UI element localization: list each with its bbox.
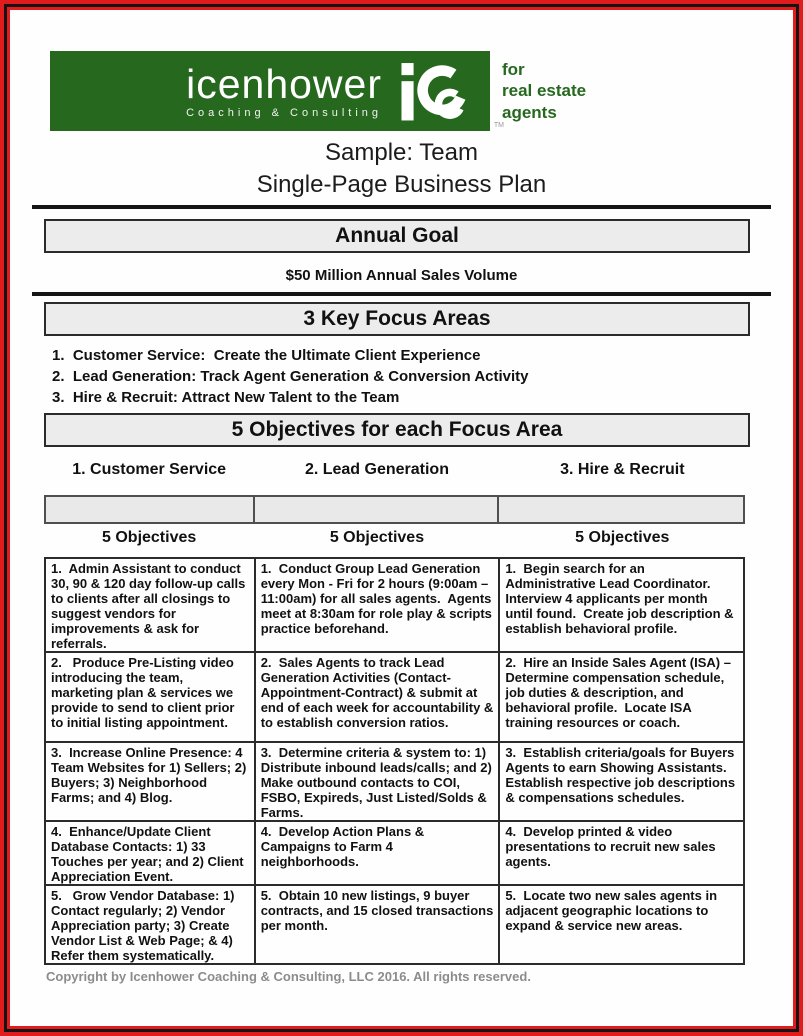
blank-cell — [499, 497, 743, 522]
logo-wordmark — [186, 60, 382, 119]
objectives-heading: 5 Objectives for each Focus Area — [44, 413, 750, 447]
subheader-5-objectives: 5 Objectives — [575, 529, 670, 546]
column-header-customer-service: 1. Customer Service — [72, 461, 227, 478]
objectives-subheaders — [44, 529, 745, 547]
objective-cell: 1. Admin Assistant to conduct 30, 90 & 120 day follow-up calls to clients after all closings to suggest vendors for improvements & ask for referrals. — [45, 558, 255, 652]
objective-cell: 4. Develop Action Plans & Campaigns to Farm 4 neighborhoods. — [255, 821, 500, 885]
focus-areas-list — [52, 345, 775, 408]
objective-cell: 4. Develop printed & video presentations to recruit new sales agents. — [499, 821, 744, 885]
logo-header — [50, 51, 775, 131]
objective-cell: 2. Produce Pre-Listing video introducing the team, marketing plan & services we provide to send to client prior to initial listing appointment. — [45, 652, 255, 742]
table-row — [45, 885, 744, 964]
objective-cell: 3. Establish criteria/goals for Buyers Agents to earn Showing Assistants. Establish respective job descriptions & compensations schedules. — [499, 742, 744, 821]
column-header-lead-generation: 2. Lead Generation — [304, 461, 449, 478]
logo-tagline — [502, 59, 586, 123]
focus-areas-heading: 3 Key Focus Areas — [44, 302, 750, 336]
icc-monogram-icon — [394, 57, 480, 125]
objective-cell: 3. Determine criteria & system to: 1) Distribute inbound leads/calls; and 2) Make outbound contacts to COI, FSBO, Expireds, Just Listed/Solds & Farms. — [255, 742, 500, 821]
objective-cell: 5. Locate two new sales agents in adjacent geographic locations to expand & service new areas. — [499, 885, 744, 964]
objective-cell: 4. Enhance/Update Client Database Contacts: 1) 33 Touches per year; and 2) Client Appreciation Event. — [45, 821, 255, 885]
objective-cell: 3. Increase Online Presence: 4 Team Websites for 1) Sellers; 2) Buyers; 3) Neighborhood Farms; and 4) Blog. — [45, 742, 255, 821]
annual-goal-value: $50 Million Annual Sales Volume — [285, 267, 518, 284]
page-content — [10, 10, 793, 1026]
title-line-1: Sample: Team — [325, 139, 478, 166]
page-border-black — [4, 4, 799, 1032]
subheader-5-objectives: 5 Objectives — [329, 529, 425, 546]
annual-goal-heading: Annual Goal — [44, 219, 750, 253]
objective-cell: 1. Conduct Group Lead Generation every Mon - Fri for 2 hours (9:00am – 11:00am) for all sales agents. Agents meet at 8:30am for role play & scripts practice beforehand. — [255, 558, 500, 652]
focus-area-item: 3. Hire & Recruit: Attract New Talent to the Team — [52, 389, 400, 406]
objective-cell: 5. Obtain 10 new listings, 9 buyer contracts, and 15 closed transactions per month. — [255, 885, 500, 964]
table-row — [45, 821, 744, 885]
objective-cell: 2. Hire an Inside Sales Agent (ISA) – Determine compensation schedule, job duties & description, and behavioral profile. Locate ISA training resources or coach. — [499, 652, 744, 742]
trademark-symbol: TM — [493, 122, 504, 129]
table-row — [45, 742, 744, 821]
divider-line — [32, 205, 771, 209]
blank-cell — [46, 497, 255, 522]
focus-area-item: 2. Lead Generation: Track Agent Generation & Conversion Activity — [52, 368, 529, 385]
tagline-line-1: for — [502, 60, 525, 80]
table-row — [45, 652, 744, 742]
focus-area-item: 1. Customer Service: Create the Ultimate Client Experience — [52, 347, 481, 364]
objective-cell: 2. Sales Agents to track Lead Generation Activities (Contact-Appointment-Contract) & submit at end of each week for accountability & to establish conversion ratios. — [255, 652, 500, 742]
objective-cell: 1. Begin search for an Administrative Lead Coordinator. Interview 4 applicants per month until found. Create job description & establish behavioral profile. — [499, 558, 744, 652]
document-title — [28, 137, 775, 201]
objectives-table — [44, 557, 745, 965]
divider-line — [32, 292, 771, 296]
subheader-5-objectives: 5 Objectives — [102, 529, 197, 546]
column-header-hire-recruit: 3. Hire & Recruit — [560, 461, 685, 478]
page-border-red-inner — [7, 7, 796, 1029]
title-line-2: Single-Page Business Plan — [256, 171, 547, 198]
copyright-notice: Copyright by Icenhower Coaching & Consulting, LLC 2016. All rights reserved. — [46, 969, 531, 984]
logo-box — [50, 51, 504, 131]
table-row — [45, 558, 744, 652]
blank-cell — [255, 497, 499, 522]
objective-cell: 5. Grow Vendor Database: 1) Contact regularly; 2) Vendor Appreciation party; 3) Create Vendor List & Web Page; & 4) Refer them systematically. — [45, 885, 255, 964]
tagline-line-2: real estate — [502, 81, 587, 101]
tagline-line-3: agents — [502, 102, 557, 122]
brand-subtitle: Coaching & Consulting — [186, 106, 382, 119]
blank-input-row — [44, 495, 745, 524]
objectives-column-headers — [44, 461, 745, 479]
brand-name: icenhower — [186, 60, 382, 107]
